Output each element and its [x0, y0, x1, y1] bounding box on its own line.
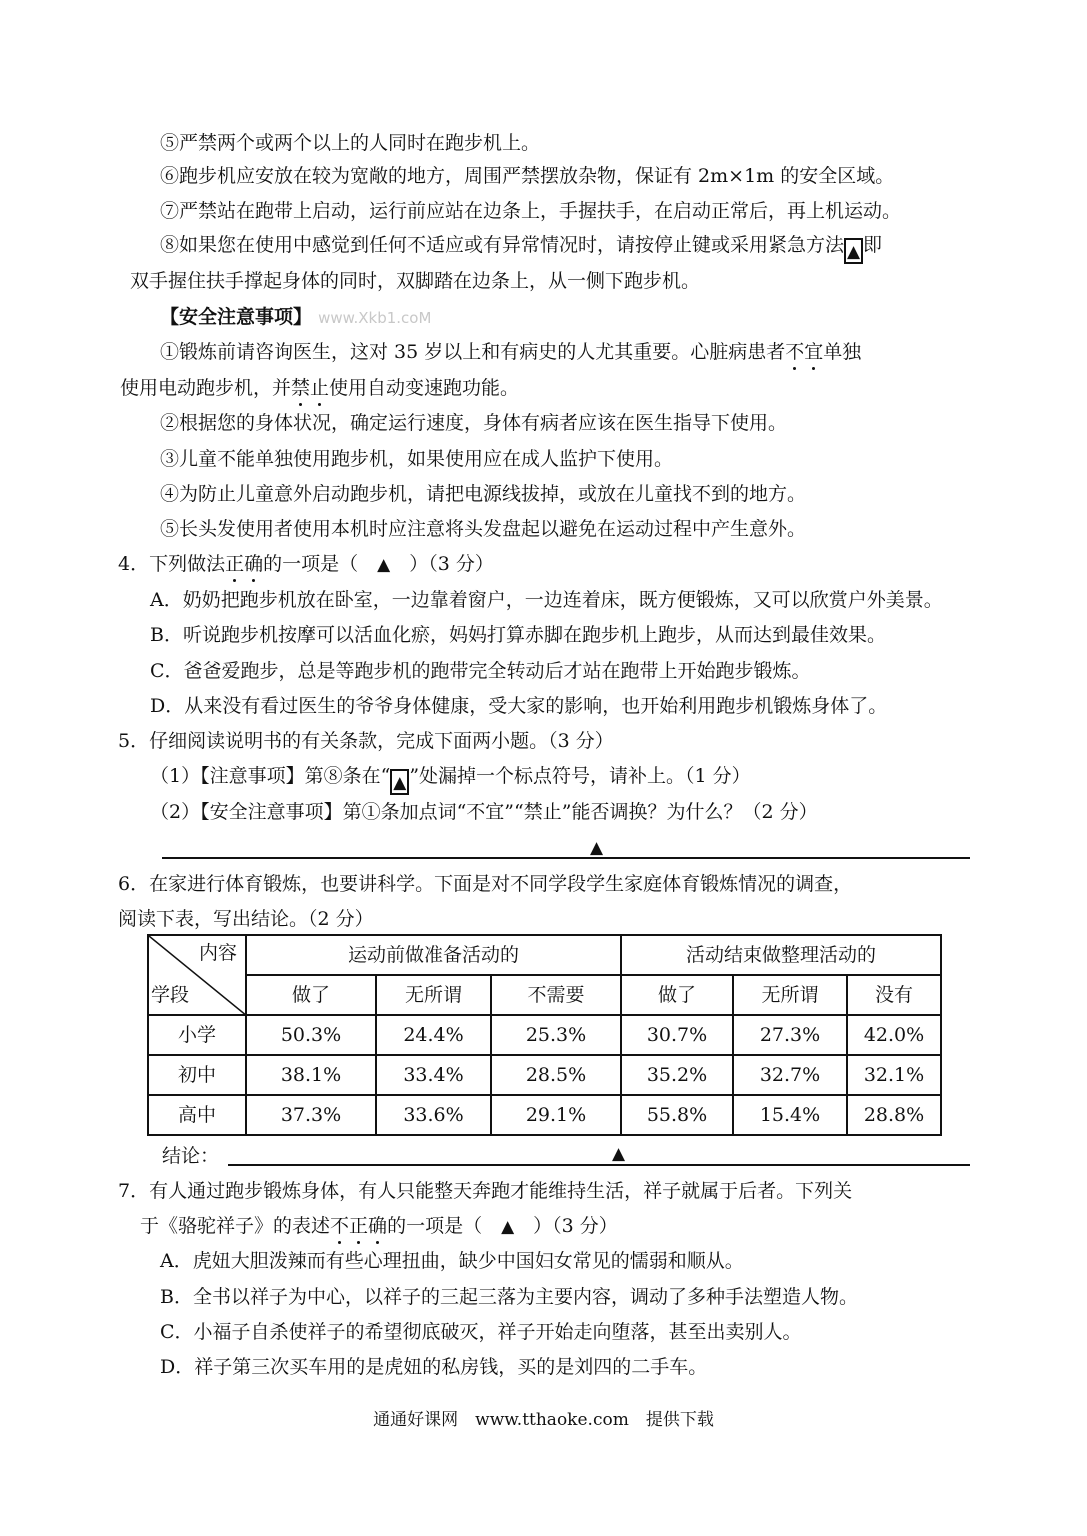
answer-line: [162, 857, 970, 859]
table-cell: 33.4%: [376, 1055, 491, 1095]
q7-stem2-a: 于《骆驼祥子》的表述: [140, 1215, 331, 1237]
sub-header: 无所谓: [376, 975, 491, 1015]
answer-line: [228, 1164, 970, 1166]
corner-label-content: 内容: [198, 942, 237, 964]
table-cell: 15.4%: [733, 1095, 847, 1135]
answer-blank-box: ▲: [844, 238, 863, 264]
answer-blank-box: ▲: [390, 769, 409, 795]
group-header-cooldown: 活动结束做整理活动的: [621, 935, 941, 975]
safety-item-4: ④为防止儿童意外启动跑步机，请把电源线拔掉，或放在儿童找不到的地方。: [160, 483, 807, 505]
table-cell: 55.8%: [621, 1095, 733, 1135]
safety-item-1-cont: [120, 375, 519, 401]
q4-option-c: C．爸爸爱跑步，总是等跑步机的跑带完全转动后才站在跑带上开始跑步锻炼。: [150, 660, 811, 682]
dotted-char: 确: [244, 553, 264, 575]
sub-header: 没有: [847, 975, 941, 1015]
q5-sub1-a: （1）【注意事项】第⑧条在“: [150, 765, 391, 787]
q4-option-a: A．奶奶把跑步机放在卧室，一边靠着窗户，一边连着床，既方便锻炼，又可以欣赏户外美景。: [150, 589, 943, 611]
q4-stem-a: 4．下列做法: [118, 553, 226, 575]
group-header-warmup: 运动前做准备活动的: [246, 935, 621, 975]
safety-item-1-cont-tail: 使用自动变速跑功能。: [329, 377, 520, 399]
safety-item-5: ⑤长头发使用者使用本机时应注意将头发盘起以避免在运动过程中产生意外。: [160, 518, 807, 540]
question-7-stem-1: 7．有人通过跑步锻炼身体，有人只能整天奔跑才能维持生活，祥子就属于后者。下列关: [118, 1180, 853, 1202]
note-item-8: [160, 232, 882, 264]
table-cell: 33.6%: [376, 1095, 491, 1135]
note-item-7: ⑦严禁站在跑带上启动，运行前应站在边条上，手握扶手，在启动正常后，再上机运动。: [160, 200, 902, 222]
dotted-char: 止: [310, 377, 330, 399]
dotted-char: 确: [368, 1215, 388, 1237]
q4-stem-b: 的一项是（: [263, 553, 378, 575]
dotted-char: 禁: [291, 377, 311, 399]
safety-item-2: ②根据您的身体状况，确定运行速度，身体有病者应该在医生指导下使用。: [160, 412, 788, 434]
sub-header: 做了: [621, 975, 733, 1015]
answer-triangle: ▲: [612, 1144, 626, 1164]
q7-stem2-b: 的一项是（: [387, 1215, 502, 1237]
table-row: [148, 1015, 941, 1055]
table-cell: 27.3%: [733, 1015, 847, 1055]
table-cell: 32.1%: [847, 1055, 941, 1095]
dotted-char: 正: [225, 553, 245, 575]
table-corner-cell: [148, 935, 246, 1015]
note-item-6: ⑥跑步机应安放在较为宽敞的地方，周围严禁摆放杂物，保证有 2m×1m 的安全区域。: [160, 165, 895, 187]
q4-stem-c: ）（3 分）: [390, 553, 494, 575]
note-item-8-text: ⑧如果您在使用中感觉到任何不适应或有异常情况时，请按停止键或采用紧急方法: [160, 234, 845, 256]
table-cell: 30.7%: [621, 1015, 733, 1055]
sub-header: 无所谓: [733, 975, 847, 1015]
question-6-stem-1: 6．在家进行体育锻炼，也要讲科学。下面是对不同学段学生家庭体育锻炼情况的调查，: [118, 873, 853, 895]
table-cell: 28.5%: [491, 1055, 621, 1095]
watermark: www.Xkb1.coM: [318, 309, 432, 327]
table-row: [148, 1055, 941, 1095]
question-5-stem: 5．仔细阅读说明书的有关条款，完成下面两小题。（3 分）: [118, 730, 614, 752]
answer-triangle: ▲: [501, 1217, 515, 1237]
note-item-5: ⑤严禁两个或两个以上的人同时在跑步机上。: [160, 132, 541, 154]
q5-sub1-b: ”处漏掉一个标点符号，请补上。（1 分）: [409, 765, 751, 787]
table-cell: 37.3%: [246, 1095, 376, 1135]
q7-option-b: B．全书以祥子为中心，以祥子的三起三落为主要内容，调动了多种手法塑造人物。: [160, 1286, 858, 1308]
q7-stem2-c: ）（3 分）: [514, 1215, 618, 1237]
dotted-char: 正: [349, 1215, 369, 1237]
row-label: 小学: [148, 1015, 246, 1055]
page-footer: 通通好课网 www.tthaoke.com 提供下载: [373, 1410, 714, 1430]
table-cell: 29.1%: [491, 1095, 621, 1135]
q7-option-d: D．祥子第三次买车用的是虎妞的私房钱，买的是刘四的二手车。: [160, 1356, 708, 1378]
q4-option-b: B．听说跑步机按摩可以活血化瘀，妈妈打算赤脚在跑步机上跑步，从而达到最佳效果。: [150, 624, 886, 646]
answer-triangle: ▲: [590, 838, 604, 858]
safety-item-1-text: ①锻炼前请咨询医生，这对 35 岁以上和有病史的人尤其重要。心脏病患者: [160, 341, 786, 363]
q5-sub-2: （2）【安全注意事项】第①条加点词“不宜”“禁止”能否调换？为什么？（2 分）: [150, 801, 818, 823]
row-label: 初中: [148, 1055, 246, 1095]
q7-option-a: A．虎妞大胆泼辣而有些心理扭曲，缺少中国妇女常见的懦弱和顺从。: [160, 1250, 744, 1272]
safety-heading-text: 【安全注意事项】: [160, 306, 313, 328]
note-item-8-cont: 双手握住扶手撑起身体的同时，双脚踏在边条上，从一侧下跑步机。: [130, 270, 701, 292]
survey-table: [147, 934, 942, 1136]
q4-option-d: D．从来没有看过医生的爷爷身体健康，受大家的影响，也开始利用跑步机锻炼身体了。: [150, 695, 888, 717]
safety-item-1: [160, 339, 861, 365]
safety-item-3: ③儿童不能单独使用跑步机，如果使用应在成人监护下使用。: [160, 448, 674, 470]
sub-header: 不需要: [491, 975, 621, 1015]
table-cell: 28.8%: [847, 1095, 941, 1135]
table-cell: 42.0%: [847, 1015, 941, 1055]
dotted-char: 不: [330, 1215, 350, 1237]
question-7-stem-2: [140, 1213, 618, 1240]
table-cell: 25.3%: [491, 1015, 621, 1055]
table-cell: 35.2%: [621, 1055, 733, 1095]
safety-item-1-cont-text: 使用电动跑步机，并: [120, 377, 292, 399]
row-label: 高中: [148, 1095, 246, 1135]
dotted-char: 不: [785, 341, 805, 363]
safety-heading: [160, 304, 431, 331]
conclusion-label: 结论：: [162, 1145, 220, 1167]
table-cell: 24.4%: [376, 1015, 491, 1055]
q5-sub-1: [150, 763, 751, 795]
table-cell: 32.7%: [733, 1055, 847, 1095]
table-cell: 38.1%: [246, 1055, 376, 1095]
question-4-stem: [118, 551, 494, 578]
sub-header: 做了: [246, 975, 376, 1015]
corner-label-stage: 学段: [151, 984, 190, 1006]
note-item-8-ji: 即: [863, 234, 883, 256]
q7-option-c: C．小福子自杀使祥子的希望彻底破灭，祥子开始走向堕落，甚至出卖别人。: [160, 1321, 802, 1343]
dotted-char: 宜: [804, 341, 824, 363]
safety-item-1-tail: 单独: [823, 341, 862, 363]
table-row: [148, 1095, 941, 1135]
question-6-stem-2: 阅读下表，写出结论。（2 分）: [118, 908, 374, 930]
table-cell: 50.3%: [246, 1015, 376, 1055]
answer-triangle: ▲: [377, 555, 391, 575]
